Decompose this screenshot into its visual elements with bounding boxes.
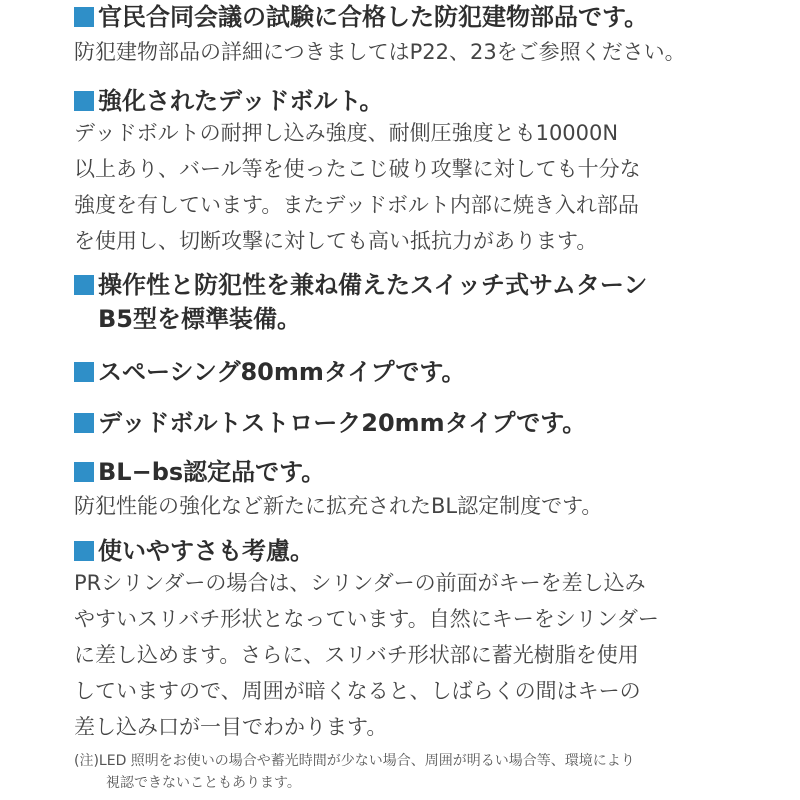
body-line: PRシリンダーの場合は、シリンダーの前面がキーを差し込み: [74, 571, 646, 595]
section-heading-usability: [74, 536, 314, 566]
heading-text: 官民合同会議の試験に合格した防犯建物部品です。: [98, 3, 649, 31]
heading-text: 使いやすさも考慮。: [98, 537, 314, 565]
blue-square-bullet-icon: [74, 91, 94, 111]
section-heading-thumbturn: [74, 270, 647, 334]
heading-text: スペーシング80mmタイプです。: [98, 358, 466, 386]
blue-square-bullet-icon: [74, 7, 94, 27]
section-body-usability: [74, 565, 734, 745]
section-heading-deadbolt: [74, 86, 383, 116]
section-heading-bl-certified: [74, 457, 325, 487]
blue-square-bullet-icon: [74, 541, 94, 561]
heading-text: 操作性と防犯性を兼ね備えたスイッチ式サムターン: [98, 271, 648, 299]
body-line: デッドボルトの耐押し込み強度、耐側圧強度とも10000N: [74, 121, 619, 145]
blue-square-bullet-icon: [74, 462, 94, 482]
body-line: 以上あり、バール等を使ったこじ破り攻撃に対しても十分な: [74, 157, 641, 181]
section-heading-stroke: [74, 408, 586, 438]
heading-text: デッドボルトストローク20mmタイプです。: [98, 409, 587, 437]
body-line: を使用し、切断攻撃に対しても高い抵抗力があります。: [74, 229, 598, 253]
body-line: に差し込めます。さらに、スリバチ形状部に蓄光樹脂を使用: [74, 643, 639, 667]
blue-square-bullet-icon: [74, 362, 94, 382]
body-line: 防犯性能の強化など新たに拡充されたBL認定制度です。: [74, 494, 603, 518]
body-line: 防犯建物部品の詳細につきましてはP22、23をご参照ください。: [74, 40, 686, 64]
blue-square-bullet-icon: [74, 413, 94, 433]
body-line: やすいスリバチ形状となっています。自然にキーをシリンダー: [74, 607, 659, 631]
section-body-certified: [74, 34, 734, 70]
blue-square-bullet-icon: [74, 275, 94, 295]
body-line: していますので、周囲が暗くなると、しばらくの間はキーの: [74, 679, 641, 703]
heading-text: BL−bs認定品です。: [98, 458, 326, 486]
body-line: 差し込み口が一目でわかります。: [74, 715, 388, 739]
footnote-line: (注)LED 照明をお使いの場合や蓄光時間が少ない場合、周囲が明るい場合等、環境により: [74, 753, 635, 769]
footnote: [74, 750, 754, 794]
body-line: 強度を有しています。またデッドボルト内部に焼き入れ部品: [74, 193, 639, 217]
heading-text-continued: B5型を標準装備。: [98, 305, 301, 333]
footnote-line: 視認できないこともあります。: [106, 775, 301, 791]
section-body-bl-certified: [74, 488, 734, 524]
section-heading-spacing: [74, 357, 465, 387]
section-body-deadbolt: [74, 115, 734, 259]
section-heading-certified: [74, 2, 648, 32]
heading-text: 強化されたデッドボルト。: [98, 87, 384, 115]
